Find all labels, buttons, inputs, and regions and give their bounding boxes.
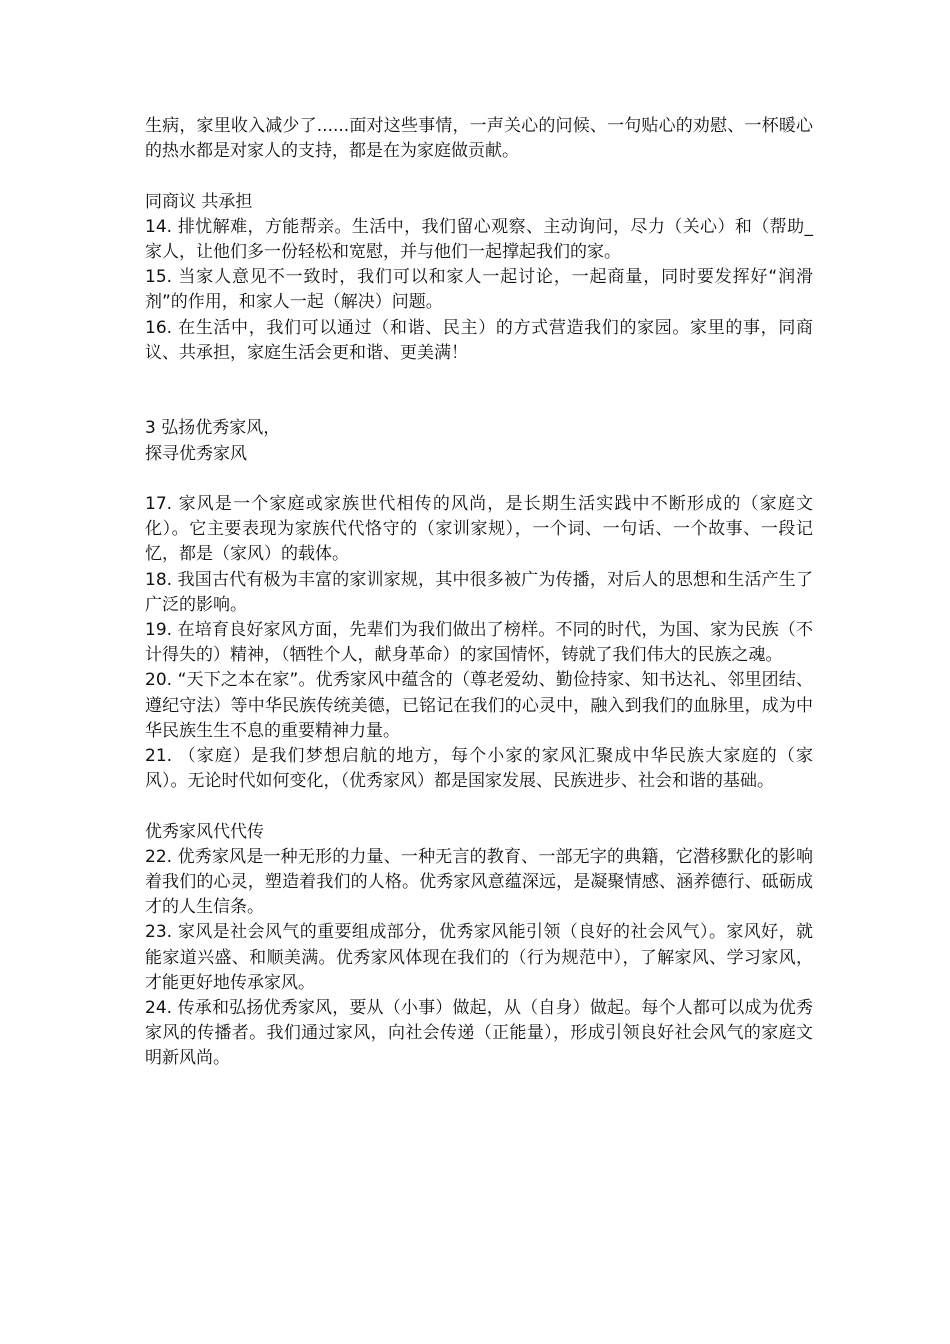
section-heading-shared: 同商议 共承担 [145,191,253,212]
item-15: 15. 当家人意见不一致时，我们可以和家人一起讨论，一起商量，同时要发挥好“润滑剂”的作用，和家人一起（解决）问题。 [145,267,813,313]
item-16: 16. 在生活中，我们可以通过（和谐、民主）的方式营造我们的家园。家里的事，同商议、共承担，家庭生活会更和谐、更美满！ [145,317,813,363]
chapter-subtitle: 探寻优秀家风 [145,443,247,464]
item-23: 23. 家风是社会风气的重要组成部分，优秀家风能引领（良好的社会风气）。家风好，就能家道兴盛、和顺美满。优秀家风体现在我们的（行为规范中），了解家风、学习家风，才能更好地传承家风。 [145,922,813,993]
section-heading-pass-on: 优秀家风代代传 [145,821,264,842]
spacer [145,467,813,492]
item-18: 18. 我国古代有极为丰富的家训家规，其中很多被广为传播，对后人的思想和生活产生了广泛的影响。 [145,569,813,615]
item-20: 20. “天下之本在家”。优秀家风中蕴含的（尊老爱幼、勤俭持家、知书达礼、邻里团结、遵纪守法）等中华民族传统美德，已铭记在我们的心灵中，融入到我们的血脉里，成为中华民族生生不息的重要精神力量。 [145,670,813,741]
chapter-title: 3 弘扬优秀家风， [145,418,281,439]
item-17: 17. 家风是一个家庭或家族世代相传的风尚，是长期生活实践中不断形成的（家庭文化）。它主要表现为家族代代恪守的（家训家规），一个词、一句话、一个故事、一段记忆，都是（家风）的载体。 [145,494,813,565]
item-24: 24. 传承和弘扬优秀家风，要从（小事）做起，从（自身）做起。每个人都可以成为优秀家风的传播者。我们通过家风，向社会传递（正能量），形成引领良好社会风气的家庭文明新风尚。 [145,998,813,1069]
spacer [145,794,813,819]
item-19: 19. 在培育良好家风方面，先辈们为我们做出了榜样。不同的时代，为国、家为民族（不计得失的）精神，（牺牲个人，献身革命）的家国情怀，铸就了我们伟大的民族之魂。 [145,620,813,666]
item-21: 21. （家庭）是我们梦想启航的地方，每个小家的家风汇聚成中华民族大家庭的（家风）。无论时代如何变化，（优秀家风）都是国家发展、民族进步、社会和谐的基础。 [145,746,813,792]
item-22: 22. 优秀家风是一种无形的力量、一种无言的教育、一部无字的典籍，它潜移默化的影响着我们的心灵，塑造着我们的人格。优秀家风意蕴深远，是凝聚情感、涵养德行、砥砺成才的人生信条。 [145,846,813,918]
spacer [145,164,813,189]
intro-paragraph: 生病，家里收入减少了......面对这些事情，一声关心的问候、一句贴心的劝慰、一杯暖心的热水都是对家人的支持，都是在为家庭做贡献。 [145,116,813,162]
item-14: 14. 排忧解难，方能帮亲。生活中，我们留心观察、主动询问，尽力（关心）和（帮助_家人，让他们多一份轻松和宽慰，并与他们一起撑起我们的家。 [145,216,813,262]
document-body [145,114,813,1072]
spacer [145,366,813,416]
